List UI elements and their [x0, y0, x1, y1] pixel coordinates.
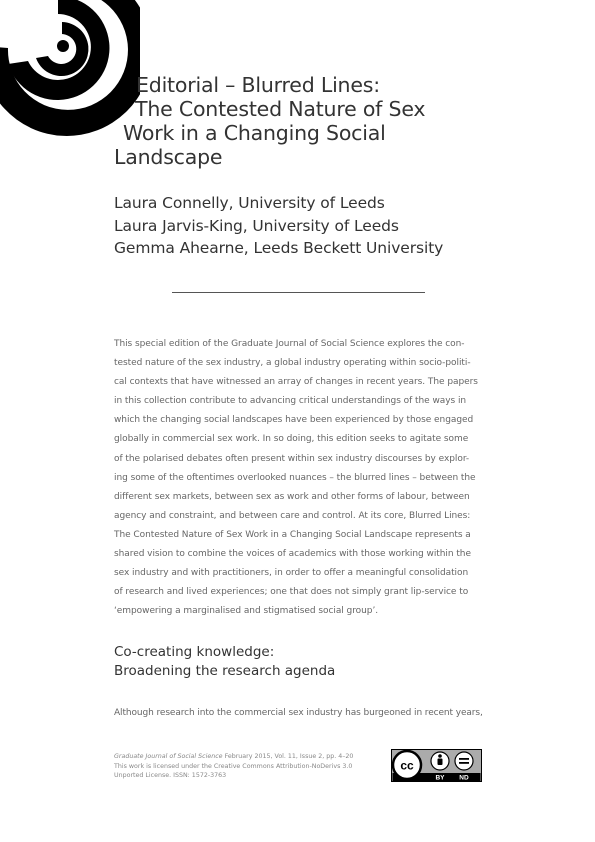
page-footer [114, 752, 384, 781]
abstract-line: cal contexts that have witnessed an array of changes in recent years. The papers [114, 377, 478, 388]
section-heading [114, 643, 335, 681]
abstract-line: agency and constraint, and between care and control. At its core, Blurred Lines: [114, 510, 471, 521]
abstract-line: The Contested Nature of Sex Work in a Changing Social Landscape represents a [114, 529, 471, 540]
footer-citation [114, 752, 384, 762]
no-derivatives-icon [455, 752, 473, 770]
license-text: This work is licensed under the Creative Commons Attribution-NoDerivs 3.0 [114, 762, 353, 770]
author: Laura Connelly, University of Leeds [114, 194, 385, 212]
abstract-line: ing some of the oftentimes overlooked nuances – the blurred lines – between the [114, 472, 476, 483]
issue-info: February 2015, Vol. 11, Issue 2, pp. 4–20 [222, 753, 354, 760]
abstract-line: This special edition of the Graduate Journal of Social Science explores the con- [114, 339, 465, 349]
abstract-line: of the polarised debates often present within sex industry discourses by explor- [114, 453, 470, 464]
body-paragraph: Although research into the commercial sex industry has burgeoned in recent years, [114, 708, 483, 718]
abstract-line: of research and lived experiences; one that does not simply grant lip-service to [114, 587, 469, 598]
author: Gemma Ahearne, Leeds Beckett University [114, 239, 444, 257]
abstract-line: globally in commercial sex work. In so doing, this edition seeks to agitate some [114, 434, 469, 445]
title-line: Work in a Changing Social [123, 121, 386, 145]
abstract-line: in this collection contribute to advancing critical understandings of the ways in [114, 396, 467, 407]
abstract-line: different sex markets, between sex as work and other forms of labour, between [114, 491, 470, 502]
section-heading-line: Co-creating knowledge: [114, 644, 275, 660]
abstract-line: shared vision to combine the voices of academics with those working within the [114, 549, 471, 560]
by-label: BY [435, 774, 445, 782]
abstract-line: which the changing social landscapes have been experienced by those engaged [114, 415, 474, 426]
title-line: Editorial – Blurred Lines: [136, 73, 380, 97]
cc-icon-label: cc [400, 758, 414, 773]
title-line: Landscape [114, 145, 223, 169]
article-title [114, 73, 474, 169]
abstract-line: sex industry and with practitioners, in order to offer a meaningful consolidation [114, 568, 469, 579]
cc-license-badge[interactable] [391, 749, 482, 782]
title-divider [172, 292, 425, 293]
author: Laura Jarvis-King, University of Leeds [114, 216, 399, 235]
abstract-line: tested nature of the sex industry, a global industry operating within socio-politi- [114, 358, 471, 369]
nd-label: ND [459, 774, 469, 782]
abstract [114, 335, 482, 621]
author-list [114, 192, 443, 260]
title-line: The Contested Nature of Sex [135, 97, 426, 121]
journal-name: Graduate Journal of Social Science [114, 753, 223, 760]
abstract-line: ‘empowering a marginalised and stigmatised social group’. [114, 606, 379, 617]
section-heading-line: Broadening the research agenda [114, 663, 336, 679]
license-text: Unported License. ISSN: 1572-3763 [114, 772, 227, 780]
